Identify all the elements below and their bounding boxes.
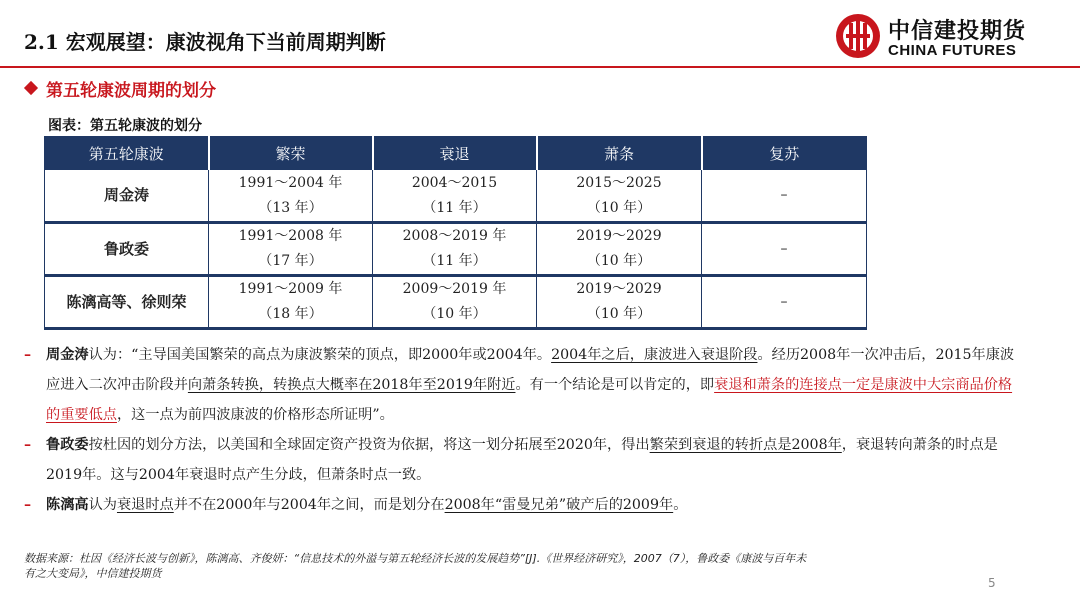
table-cell: 2004～2015 （11 年） (373, 170, 537, 223)
analysis-bullets (24, 340, 1024, 520)
scholar-name: 周金涛 (45, 170, 209, 223)
table-header-cell: 繁荣 (209, 137, 373, 170)
table-cell: 2019～2029 （10 年） (537, 223, 702, 276)
table-header-cell: 复苏 (702, 137, 867, 170)
source-line: 数据来源：杜因《经济长波与创新》，陈漓高、齐俊妍：“信息技术的外溢与第五轮经济长波的发展趋势”[J].《世界经济研究》，2007（7），鲁政委《康波与百年未 (24, 552, 807, 565)
company-logo (834, 12, 1054, 62)
table-header-cell: 衰退 (373, 137, 537, 170)
scholar-name: 鲁政委 (45, 223, 209, 276)
underlined-text: 2008年“雷曼兄弟”破产后的2009年 (444, 497, 674, 513)
table-row (45, 276, 867, 329)
figure-caption: 图表：第五轮康波的划分 (48, 118, 202, 134)
data-source-note (24, 551, 984, 581)
kondratiev-period-table (44, 136, 867, 330)
table-cell: 1991～2009 年 （18 年） (209, 276, 373, 329)
page-title: 2.1 宏观展望：康波视角下当前周期判断 (24, 30, 386, 54)
table-cell: – (702, 223, 867, 276)
table-cell: 2009～2019 年 （10 年） (373, 276, 537, 329)
dash-marker: – (24, 347, 32, 363)
table-cell: – (702, 170, 867, 223)
table-cell: 2019～2029 （10 年） (537, 276, 702, 329)
table-cell: 2008～2019 年 （11 年） (373, 223, 537, 276)
underlined-text: 繁荣到衰退的转折点是2008年 (649, 437, 842, 453)
dash-marker: – (24, 497, 32, 513)
highlighted-text: 衰退和萧条的连接点一定是康波中大宗商品价格的重要低点 (46, 377, 1013, 423)
dash-marker: – (24, 437, 32, 453)
section-title: 第五轮康波周期的划分 (46, 80, 216, 101)
section-heading (24, 77, 216, 99)
bullet-lu-zhengwei: – 鲁政委按杜因的划分方法，以美国和全球固定资产投资为依据，将这一划分拓展至2020年，得出繁荣到衰退的转折点是2008年，衰退转向萧条的时点是2019年。这与2004年衰退时点产生分歧，但萧条时点一致。 (24, 430, 1024, 490)
scholar-name: 周金涛 (46, 347, 89, 363)
table-header-cell: 第五轮康波 (45, 137, 209, 170)
logo-chinese-text: 中信建投期货 (888, 19, 1027, 44)
table-row (45, 223, 867, 276)
bullet-zhou-jintao: – 周金涛认为：“主导国美国繁荣的高点为康波繁荣的顶点，即2000年或2004年。2004年之后，康波进入衰退阶段。经历2008年一次冲击后，2015年康波应进入二次冲击阶段并向萧条转换，转换点大概率在2018年至2019年附近。有一个结论是可以肯定的，即衰退和萧条的连接点一定是康波中大宗商品价格的重要低点，这一点为前四波康波的价格形态所证明”。 (24, 340, 1024, 430)
bullet-chen-ligao: – 陈漓高认为衰退时点并不在2000年与2004年之间，而是划分在2008年“雷曼兄弟”破产后的2009年。 (24, 490, 1024, 520)
scholar-name: 陈漓高 (46, 497, 89, 513)
table-cell: 2015～2025 （10 年） (537, 170, 702, 223)
underlined-text: 衰退时点 (116, 497, 174, 513)
underlined-text: 向萧条转换，转换点大概率在2018年至2019年附近 (187, 377, 516, 393)
scholar-name: 陈漓高等、徐则荣 (45, 276, 209, 329)
table-cell: – (702, 276, 867, 329)
table-cell: 1991～2008 年 （17 年） (209, 223, 373, 276)
header-divider (0, 66, 1080, 68)
page-number: 5 (988, 576, 996, 590)
table-header-cell: 萧条 (537, 137, 702, 170)
table-cell: 1991～2004 年 （13 年） (209, 170, 373, 223)
underlined-text: 2004年之后，康波进入衰退阶段 (551, 347, 758, 363)
source-line: 有之大变局》，中信建投期货 (24, 567, 162, 580)
citic-logo-icon (834, 12, 882, 60)
logo-english-text: CHINA FUTURES (888, 42, 1017, 59)
table-row (45, 170, 867, 223)
diamond-bullet-icon (24, 81, 38, 95)
table-header-row (45, 137, 867, 170)
scholar-name: 鲁政委 (46, 437, 89, 453)
